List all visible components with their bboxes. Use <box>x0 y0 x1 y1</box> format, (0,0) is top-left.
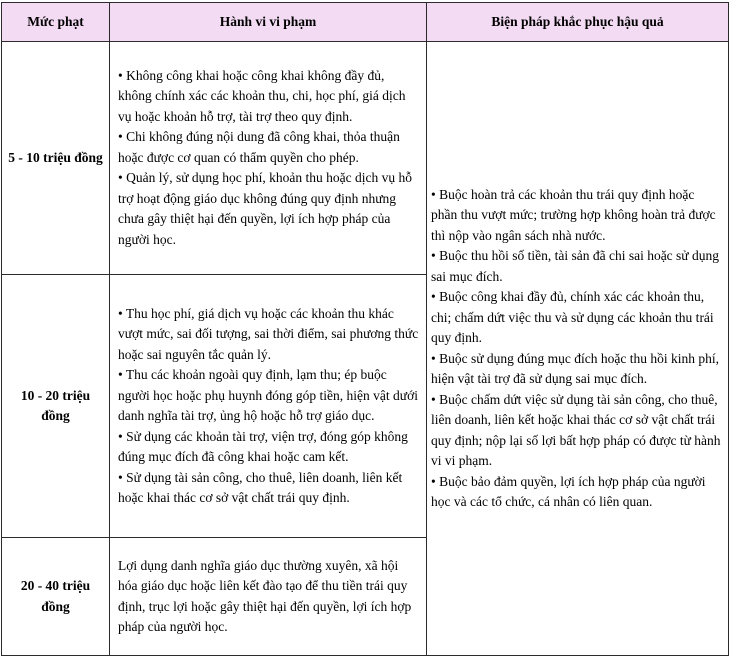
measure-item: • Buộc công khai đầy đủ, chính xác các khoản thu, chi; chấm dứt việc thu và sử dụng các khoản thu trái quy định. <box>431 289 714 345</box>
measure-item: • Buộc bảo đảm quyền, lợi ích hợp pháp của người học và các tổ chức, cá nhân có liên quan. <box>431 473 706 509</box>
violation-acts <box>110 538 427 656</box>
violation-item: Lợi dụng danh nghĩa giáo dục thường xuyên, xã hội hóa giáo dục hoặc liên kết đào tạo để thu tiền trái quy định, trục lợi hoặc gây thiệt hại đến quyền, lợi ích hợp pháp của người học. <box>118 557 412 634</box>
header-row <box>2 3 729 42</box>
violation-item: • Sử dụng tài sản công, cho thuê, liên doanh, liên kết hoặc khai thác cơ sở vật chất trái quy định. <box>118 469 403 505</box>
violation-acts <box>110 275 427 538</box>
header-measures: Biện pháp khắc phục hậu quả <box>427 3 729 42</box>
measure-item: • Buộc thu hồi số tiền, tài sản đã chi sai hoặc sử dụng sai mục đích. <box>431 248 719 284</box>
penalty-table <box>1 2 729 656</box>
violation-item: • Không công khai hoặc công khai không đầy đủ, không chính xác các khoản thu, chi, học phí, giá dịch vụ hoặc khoản hỗ trợ, tài trợ theo quy định. <box>118 67 406 124</box>
penalty-level: 5 - 10 triệu đồng <box>2 42 110 275</box>
table-row <box>2 42 729 275</box>
header-acts: Hành vi vi phạm <box>110 3 427 42</box>
violation-item: • Thu các khoản ngoài quy định, lạm thu; ép buộc người học hoặc phụ huynh đóng góp tiền, hiện vật dưới danh nghĩa tài trợ, ủng hộ hoặc hỗ trợ giáo dục. <box>118 367 418 423</box>
measure-item: • Buộc sử dụng đúng mục đích hoặc thu hồi kinh phí, hiện vật tài trợ đã sử dụng sai mục đích. <box>431 350 720 386</box>
violation-acts <box>110 42 427 275</box>
penalty-level: 20 - 40 triệu đồng <box>2 538 110 656</box>
remedial-measures <box>427 42 729 656</box>
measure-item: • Buộc hoàn trả các khoản thu trái quy định hoặc phần thu vượt mức; trường hợp không hoàn trả được thì nộp vào ngân sách nhà nước. <box>431 186 716 243</box>
header-level: Mức phạt <box>2 3 110 42</box>
violation-item: • Thu học phí, giá dịch vụ hoặc các khoản thu khác vượt mức, sai đối tượng, sai thời điểm, sai phương thức hoặc sai nguyên tắc quản lý. <box>118 305 419 362</box>
violation-item: • Quản lý, sử dụng học phí, khoản thu hoặc dịch vụ hỗ trợ hoạt động giáo dục không đúng quy định nhưng chưa gây thiệt hại đến quyền, lợi ích hợp pháp của người học. <box>118 170 413 247</box>
violation-item: • Sử dụng các khoản tài trợ, viện trợ, đóng góp không đúng mục đích đã công khai hoặc cam kết. <box>118 428 408 464</box>
violation-item: • Chi không đúng nội dung đã công khai, thỏa thuận hoặc được cơ quan có thẩm quyền cho phép. <box>118 129 400 165</box>
measure-item: • Buộc chấm dứt việc sử dụng tài sản công, cho thuê, liên doanh, liên kết hoặc khai thác cơ sở vật chất trái quy định; nộp lại số lợi bất hợp pháp có được từ hành vi vi phạm. <box>431 391 721 468</box>
penalty-level: 10 - 20 triệu đồng <box>2 275 110 538</box>
